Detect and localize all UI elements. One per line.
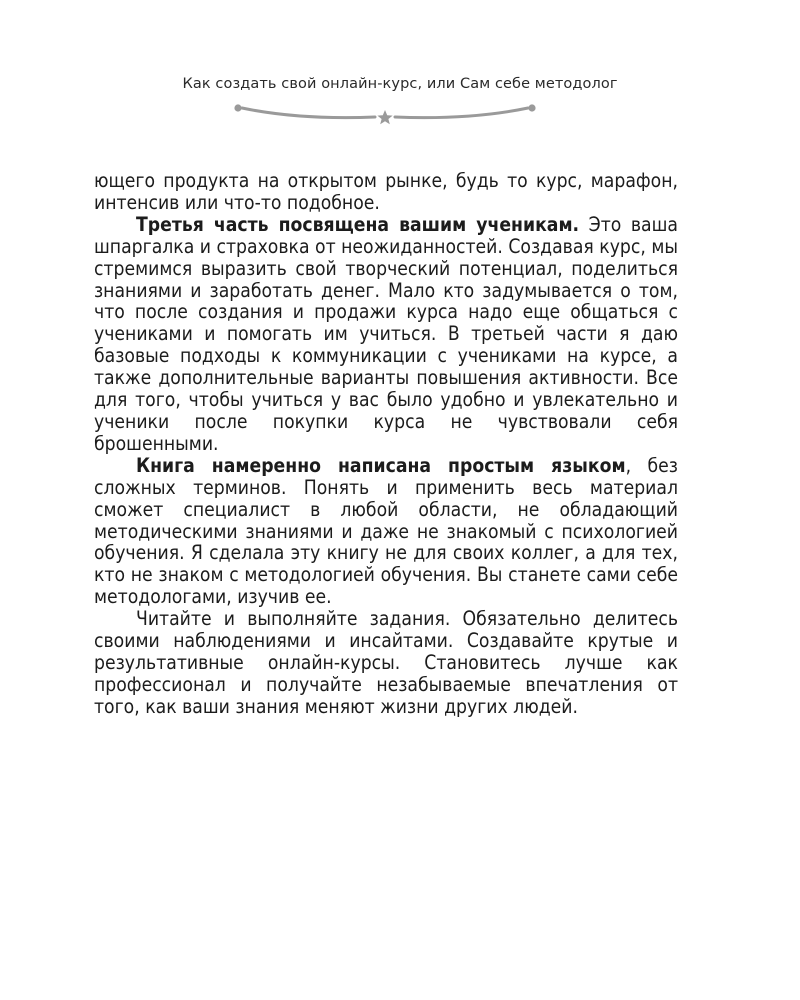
- paragraph-2: [94, 214, 678, 455]
- ornament-right-dot: [528, 104, 535, 111]
- paragraph-3-text: , без сложных терминов. Понять и применить весь материал сможет специалист в любой области, не обладающий методическими знаниями и даже не знакомый с психологией обучения. Я сделала эту книгу не для своих коллег, а для тех, кто не знаком с методологией обучения. Вы станете сами себе методологами, изучив ее.: [94, 453, 678, 609]
- paragraph-4: [94, 608, 678, 718]
- paragraph-3-lead: Книга намеренно написана простым языком: [136, 453, 626, 477]
- ornament-right-swash: [395, 108, 528, 118]
- paragraph-1-text: ющего продукта на открытом рынке, будь то курс, марафон, интенсив или что-то подобное.: [94, 169, 678, 214]
- paragraph-2-lead: Третья часть посвящена вашим ученикам.: [136, 212, 580, 236]
- ornament-divider: [230, 100, 540, 126]
- running-header: Как создать свой онлайн-курс, или Сам себе методолог: [182, 76, 618, 92]
- body-text: [94, 170, 678, 718]
- star-icon: [377, 110, 392, 124]
- paragraph-4-text: Читайте и выполняйте задания. Обязательно делитесь своими наблюдениями и инсайтами. Создавайте крутые и результативные онлайн-курсы. Становитесь лучше как профессионал и получайте незабываемые впечатления от того, как ваши знания меняют жизни других людей.: [94, 607, 678, 718]
- paragraph-1: [94, 170, 678, 214]
- paragraph-2-text: Это ваша шпаргалка и страховка от неожиданностей. Создавая курс, мы стремимся выразить свой творческий потенциал, поделиться знаниями и заработать денег. Мало кто задумывается о том, что после создания и продажи курса надо еще общаться с учениками и помогать им учиться. В третьей части я даю базовые подходы к коммуникации с учениками на курсе, а также дополнительные варианты повышения активности. Все для того, чтобы учиться у вас было удобно и увлекательно и ученики после покупки курса не чувствовали себя брошенными.: [94, 212, 678, 455]
- ornament-left-swash: [242, 108, 375, 118]
- paragraph-3: [94, 455, 678, 608]
